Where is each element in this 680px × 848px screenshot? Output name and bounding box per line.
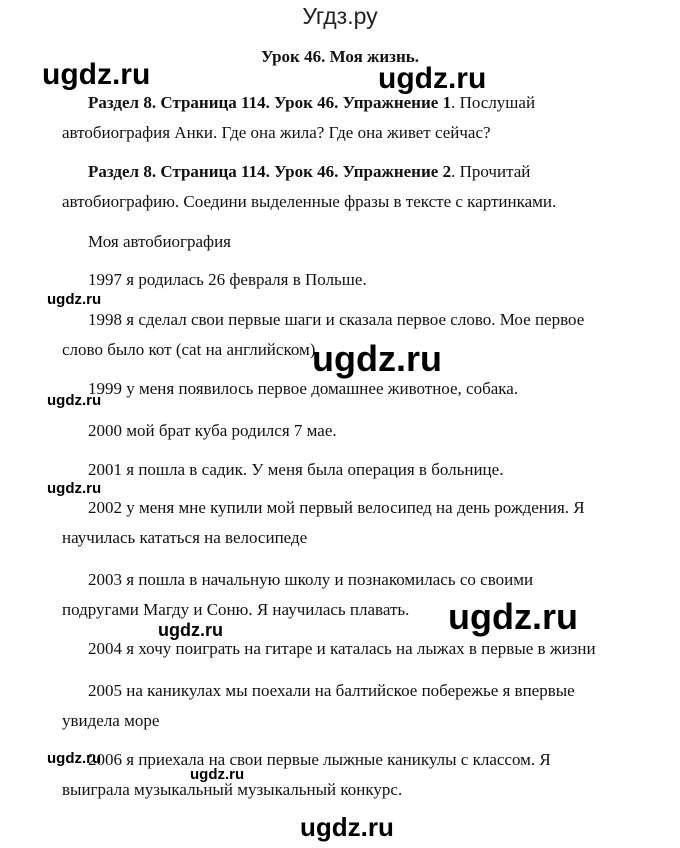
bio-entry-line: 2002 у меня мне купили мой первый велосипед на день рождения. Я bbox=[88, 498, 585, 517]
lesson-title: Урок 46. Моя жизнь. bbox=[260, 47, 419, 66]
watermark: ugdz.ru bbox=[300, 812, 394, 842]
bio-entry-line: выиграла музыкальный музыкальный конкурс. bbox=[62, 780, 403, 799]
watermark: ugdz.ru bbox=[47, 480, 102, 497]
bio-entry-line: 2006 я приехала на свои первые лыжные каникулы с классом. Я bbox=[88, 750, 551, 769]
bio-entry-line: научилась кататься на велосипеде bbox=[62, 528, 308, 547]
bio-entry-line: 1997 я родилась 26 февраля в Польше. bbox=[88, 270, 367, 289]
bio-entry-line: подругами Магду и Соню. Я научилась плавать. bbox=[62, 600, 410, 619]
bio-entry-line: 2001 я пошла в садик. У меня была операция в больнице. bbox=[88, 460, 504, 479]
exercise-2-heading: Раздел 8. Страница 114. Урок 46. Упражнение 2 bbox=[88, 162, 452, 181]
watermark: ugdz.ru bbox=[448, 596, 578, 637]
exercise-1-paragraph bbox=[62, 88, 648, 148]
watermark: ugdz.ru bbox=[312, 338, 442, 379]
bio-entry-line: 1999 у меня появилось первое домашнее животное, собака. bbox=[88, 379, 519, 398]
site-header: Угдз.ру bbox=[302, 3, 378, 29]
watermark: ugdz.ru bbox=[378, 62, 487, 95]
bio-entry-line: 1998 я сделал свои первые шаги и сказала первое слово. Мое первое bbox=[88, 310, 585, 329]
bio-entry-line: 2003 я пошла в начальную школу и познакомилась со своими bbox=[88, 570, 534, 589]
watermark: ugdz.ru bbox=[190, 766, 245, 783]
bio-entry-line: 2004 я хочу поиграть на гитаре и каталась на лыжах в первые в жизни bbox=[88, 639, 596, 658]
watermark: ugdz.ru bbox=[47, 750, 102, 767]
exercise-2-paragraph bbox=[62, 157, 648, 217]
bio-entry-2005 bbox=[62, 676, 648, 736]
bio-entry-2000 bbox=[88, 416, 648, 446]
watermark: ugdz.ru bbox=[47, 392, 102, 409]
bio-entry-2002 bbox=[62, 493, 648, 553]
bio-entry-line: 2005 на каникулах мы поехали на балтийское побережье я впервые bbox=[88, 681, 575, 700]
exercise-2-text-b: автобиографию. Соедини выделенные фразы в тексте с картинками. bbox=[62, 192, 557, 211]
bio-title: Моя автобиография bbox=[88, 232, 231, 251]
exercise-1-heading: Раздел 8. Страница 114. Урок 46. Упражнение 1 bbox=[88, 93, 452, 112]
bio-entry-2001 bbox=[88, 455, 648, 485]
bio-entry-line: 2000 мой брат куба родился 7 мае. bbox=[88, 421, 337, 440]
bio-entry-line: слово было кот (cat на английском). bbox=[62, 340, 320, 359]
exercise-1-text-a: . Послушай bbox=[451, 93, 536, 112]
watermark: ugdz.ru bbox=[42, 58, 151, 91]
bio-entry-line: увидела море bbox=[62, 711, 160, 730]
bio-entry-1997 bbox=[88, 265, 648, 295]
watermark: ugdz.ru bbox=[47, 291, 102, 308]
exercise-2-text-a: . Прочитай bbox=[451, 162, 531, 181]
exercise-1-text-b: автобиография Анки. Где она жила? Где она живет сейчас? bbox=[62, 123, 491, 142]
watermark: ugdz.ru bbox=[158, 620, 223, 640]
